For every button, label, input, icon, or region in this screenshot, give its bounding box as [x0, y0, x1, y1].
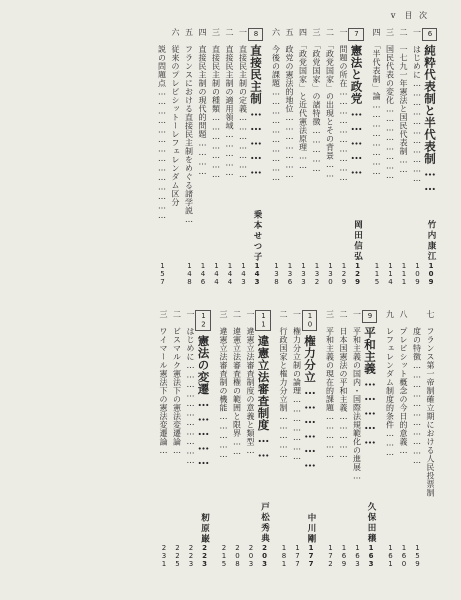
page-ref: 177: [293, 544, 302, 568]
page-ref: 130: [326, 262, 335, 286]
page-ref: 163: [353, 544, 362, 568]
entry-title: [337, 28, 351, 183]
page-ref: 208: [233, 544, 242, 568]
chapter-number-badge: 11: [255, 310, 271, 331]
page-ref: 144: [226, 262, 234, 286]
chapter-number-badge: 7: [348, 28, 364, 41]
page-ref: 133: [299, 262, 308, 286]
page-ref: 177: [307, 544, 315, 568]
section-entry[interactable]: [337, 28, 351, 286]
section-entry[interactable]: [383, 310, 397, 568]
entry-title: [424, 310, 438, 497]
entry-text: 六 今後の課題…………………………: [271, 28, 281, 183]
entry-title: [157, 310, 171, 456]
entry-title: [383, 28, 397, 181]
entry-text: 一 直接民主制の定義…………………: [238, 28, 248, 180]
entry-title: [337, 310, 351, 460]
section-entry[interactable]: [296, 28, 310, 286]
page-ref: 203: [260, 544, 269, 568]
entry-text: 純粋代表制と半代表制……: [423, 44, 437, 194]
page-title: 目 次: [404, 11, 429, 20]
entry-text: 一 平和主義の国内・国際法規範化の進展…: [352, 310, 362, 481]
page-ref: 231: [160, 544, 168, 568]
entry-title: [244, 310, 258, 456]
entry-title: [362, 310, 378, 447]
chapter-author: 乗本せつ子: [252, 209, 262, 262]
section-entry[interactable]: [269, 28, 283, 286]
page-ref: 157: [158, 262, 167, 286]
section-entry[interactable]: [410, 28, 424, 286]
entry-title: [184, 310, 198, 466]
section-entry[interactable]: [244, 310, 258, 568]
page-ref: 223: [187, 544, 195, 568]
page-ref: 109: [427, 262, 435, 286]
page-ref: 215: [220, 544, 228, 568]
page-ref: 136: [286, 262, 294, 286]
section-entry[interactable]: [283, 28, 297, 286]
chapter-entry[interactable]: [197, 310, 211, 568]
section-entry[interactable]: [397, 28, 411, 286]
entry-title: [236, 28, 250, 180]
entry-text: 権力分立………………: [303, 335, 317, 470]
entry-title: [223, 28, 237, 178]
page-ref: 132: [313, 262, 321, 286]
section-entry[interactable]: [182, 28, 196, 286]
page-header: [391, 10, 429, 21]
entry-title: [323, 28, 337, 179]
entry-text: 二 直接民主制の適用領域……………: [225, 28, 234, 178]
chapter-number-badge: 9: [362, 310, 378, 323]
section-entry[interactable]: [424, 310, 438, 568]
entry-text: 五 政党の憲法的地位…………………: [285, 28, 294, 180]
entry-title: [170, 310, 184, 456]
entry-title: [410, 28, 424, 184]
entry-text: 憲法の変遷……………: [196, 335, 211, 468]
page-ref: 129: [340, 262, 348, 286]
section-entry[interactable]: [323, 310, 337, 568]
chapter-number-badge: 6: [422, 28, 438, 41]
entry-title: [296, 28, 310, 171]
entry-text: 違憲立法審査制度……: [256, 335, 271, 460]
section-entry[interactable]: [157, 310, 171, 568]
entry-text: 五 フランスにおける直接民主制をめぐる諸学説…: [184, 28, 194, 225]
entry-text: 三 直接民主制の種類…………………: [211, 28, 221, 180]
chapter-entry[interactable]: [304, 310, 318, 568]
chapter-entry[interactable]: [257, 310, 271, 568]
entry-title: [283, 28, 297, 180]
entry-text: 四 直接民主制の現代的問題…………: [198, 28, 207, 177]
entry-title: [195, 310, 211, 468]
entry-text: 平和主義……………: [363, 326, 377, 447]
entry-title: [323, 310, 337, 460]
entry-title: [370, 28, 384, 177]
section-entry[interactable]: [383, 28, 397, 286]
section-entry[interactable]: [230, 310, 244, 568]
page-ref: 181: [280, 544, 288, 568]
entry-text: 二 違憲立法審査権の範囲と限界……: [232, 310, 242, 457]
entry-text: 一 権力分立制の論理…………………: [292, 310, 302, 462]
section-entry[interactable]: [155, 28, 169, 286]
page-ref: 159: [413, 544, 422, 568]
entry-text: 二 行政国家と権力分立制……………: [279, 310, 288, 460]
chapter-entry[interactable]: [424, 28, 438, 286]
page-ref: 144: [212, 262, 221, 286]
entry-text: 二 日本国憲法の平和主義……………: [339, 310, 348, 460]
page-ref: 225: [173, 544, 182, 568]
page-ref: 143: [239, 262, 248, 286]
section-entry[interactable]: [277, 310, 291, 568]
chapter-author: 戸松秀典: [259, 502, 270, 544]
entry-text: 一 問題の所在…………………………: [339, 28, 348, 183]
entry-title: [217, 310, 231, 460]
entry-title: [169, 28, 183, 207]
chapter-author: 竹内康江: [426, 220, 436, 262]
chapter-author: 岡田信弘: [352, 220, 363, 262]
entry-text: 一 はじめに……………………………: [412, 28, 422, 184]
entry-title: [422, 28, 438, 194]
page-ref: 129: [353, 262, 362, 286]
section-entry[interactable]: [223, 28, 237, 286]
chapter-number-badge: 12: [195, 310, 211, 331]
entry-text: 三 平和主義の現在的課題……………: [325, 310, 335, 460]
entry-text: 一 違憲立法審査制度の意義と類型…: [246, 310, 255, 456]
page-ref: 161: [386, 544, 395, 568]
page-ref: 203: [247, 544, 255, 568]
section-entry[interactable]: [397, 310, 411, 568]
page-ref: 169: [340, 544, 348, 568]
chapter-number-badge: 10: [302, 310, 318, 331]
entry-title: [155, 28, 169, 221]
page-ref: 109: [413, 262, 422, 286]
chapter-number-badge: 8: [248, 28, 264, 41]
entry-text: 三 違憲立法審査制の機能……………: [219, 310, 228, 460]
section-entry[interactable]: [170, 310, 184, 568]
section-entry[interactable]: [410, 310, 424, 568]
page-ref: 163: [367, 544, 375, 568]
toc-bottom-band: [0, 310, 461, 568]
page-ref: 160: [400, 544, 408, 568]
entry-text: 二 一七九一年憲法と国民代表制……: [399, 28, 408, 175]
entry-text: 三 ワイマール憲法下の憲法変遷論…: [159, 310, 168, 456]
page-ref: 114: [386, 262, 395, 286]
page-ref: 111: [400, 262, 408, 286]
entry-title: [310, 28, 324, 174]
section-entry[interactable]: [370, 28, 384, 286]
page-ref: 172: [326, 544, 335, 568]
entry-title: [348, 28, 364, 177]
chapter-entry[interactable]: [250, 28, 264, 286]
page-ref: 223: [200, 544, 209, 568]
page-ref: 115: [373, 262, 381, 286]
chapter-author: 籾原巌: [199, 512, 210, 544]
entry-title: [196, 28, 210, 177]
entry-text: 三 「政党国家」の諸特徴……………: [312, 28, 321, 174]
entry-title: [410, 310, 424, 466]
section-entry[interactable]: [337, 310, 351, 568]
entry-text: 四 「半代表制」論……………………: [372, 28, 381, 177]
section-entry[interactable]: [196, 28, 210, 286]
entry-title: [269, 28, 283, 183]
section-entry[interactable]: [184, 310, 198, 568]
entry-text: 説の問題点……………………………………: [157, 28, 167, 221]
page-ref: 143: [253, 262, 261, 286]
entry-title: [277, 310, 291, 460]
chapter-entry[interactable]: [364, 310, 378, 568]
entry-title: [350, 310, 364, 481]
entry-text: 四 「政党国家」と近代憲法原理……: [298, 28, 308, 171]
entry-text: 七 フランス第一帝制確立期における人民投票制: [426, 310, 435, 497]
entry-title: [290, 310, 304, 462]
entry-text: 八 プレビシット概念の今日的意義…: [399, 310, 408, 456]
entry-title: [397, 310, 411, 456]
entry-text: 二 ビスマルク憲法下の憲法変遷論…: [172, 310, 182, 456]
entry-text: 憲法と政党……………: [349, 44, 364, 177]
entry-title: [182, 28, 196, 225]
toc-top-band: [0, 28, 461, 286]
section-entry[interactable]: [290, 310, 304, 568]
entry-text: 直接民主制……………: [249, 44, 263, 177]
chapter-author: 久保田穣: [366, 502, 376, 544]
entry-title: [383, 310, 397, 458]
section-entry[interactable]: [209, 28, 223, 286]
section-entry[interactable]: [310, 28, 324, 286]
entry-title: [248, 28, 264, 177]
section-entry[interactable]: [323, 28, 337, 286]
page-ref: 148: [185, 262, 194, 286]
entry-title: [255, 310, 271, 460]
section-entry[interactable]: [350, 310, 364, 568]
entry-text: 一 はじめに……………………………: [186, 310, 195, 466]
section-entry[interactable]: [217, 310, 231, 568]
chapter-entry[interactable]: [350, 28, 364, 286]
chapter-author: 中川剛: [306, 512, 316, 544]
section-entry[interactable]: [169, 28, 183, 286]
entry-text: 九 レフェレンダム制度的条件………: [385, 310, 395, 458]
entry-title: [302, 310, 318, 470]
page-ref: 138: [272, 262, 281, 286]
entry-text: 度の特徴……………………………: [412, 310, 422, 466]
entry-text: 六 従来のプレビシットーレフェレンダム区分: [171, 28, 180, 207]
entry-title: [230, 310, 244, 457]
section-entry[interactable]: [236, 28, 250, 286]
page-number: v: [390, 11, 398, 20]
page-ref: 146: [199, 262, 207, 286]
entry-text: 三 国民代表の変化……………………: [385, 28, 395, 181]
entry-text: 二 「政党国家」の出現とその背景……: [325, 28, 335, 179]
entry-title: [397, 28, 411, 175]
entry-title: [209, 28, 223, 180]
